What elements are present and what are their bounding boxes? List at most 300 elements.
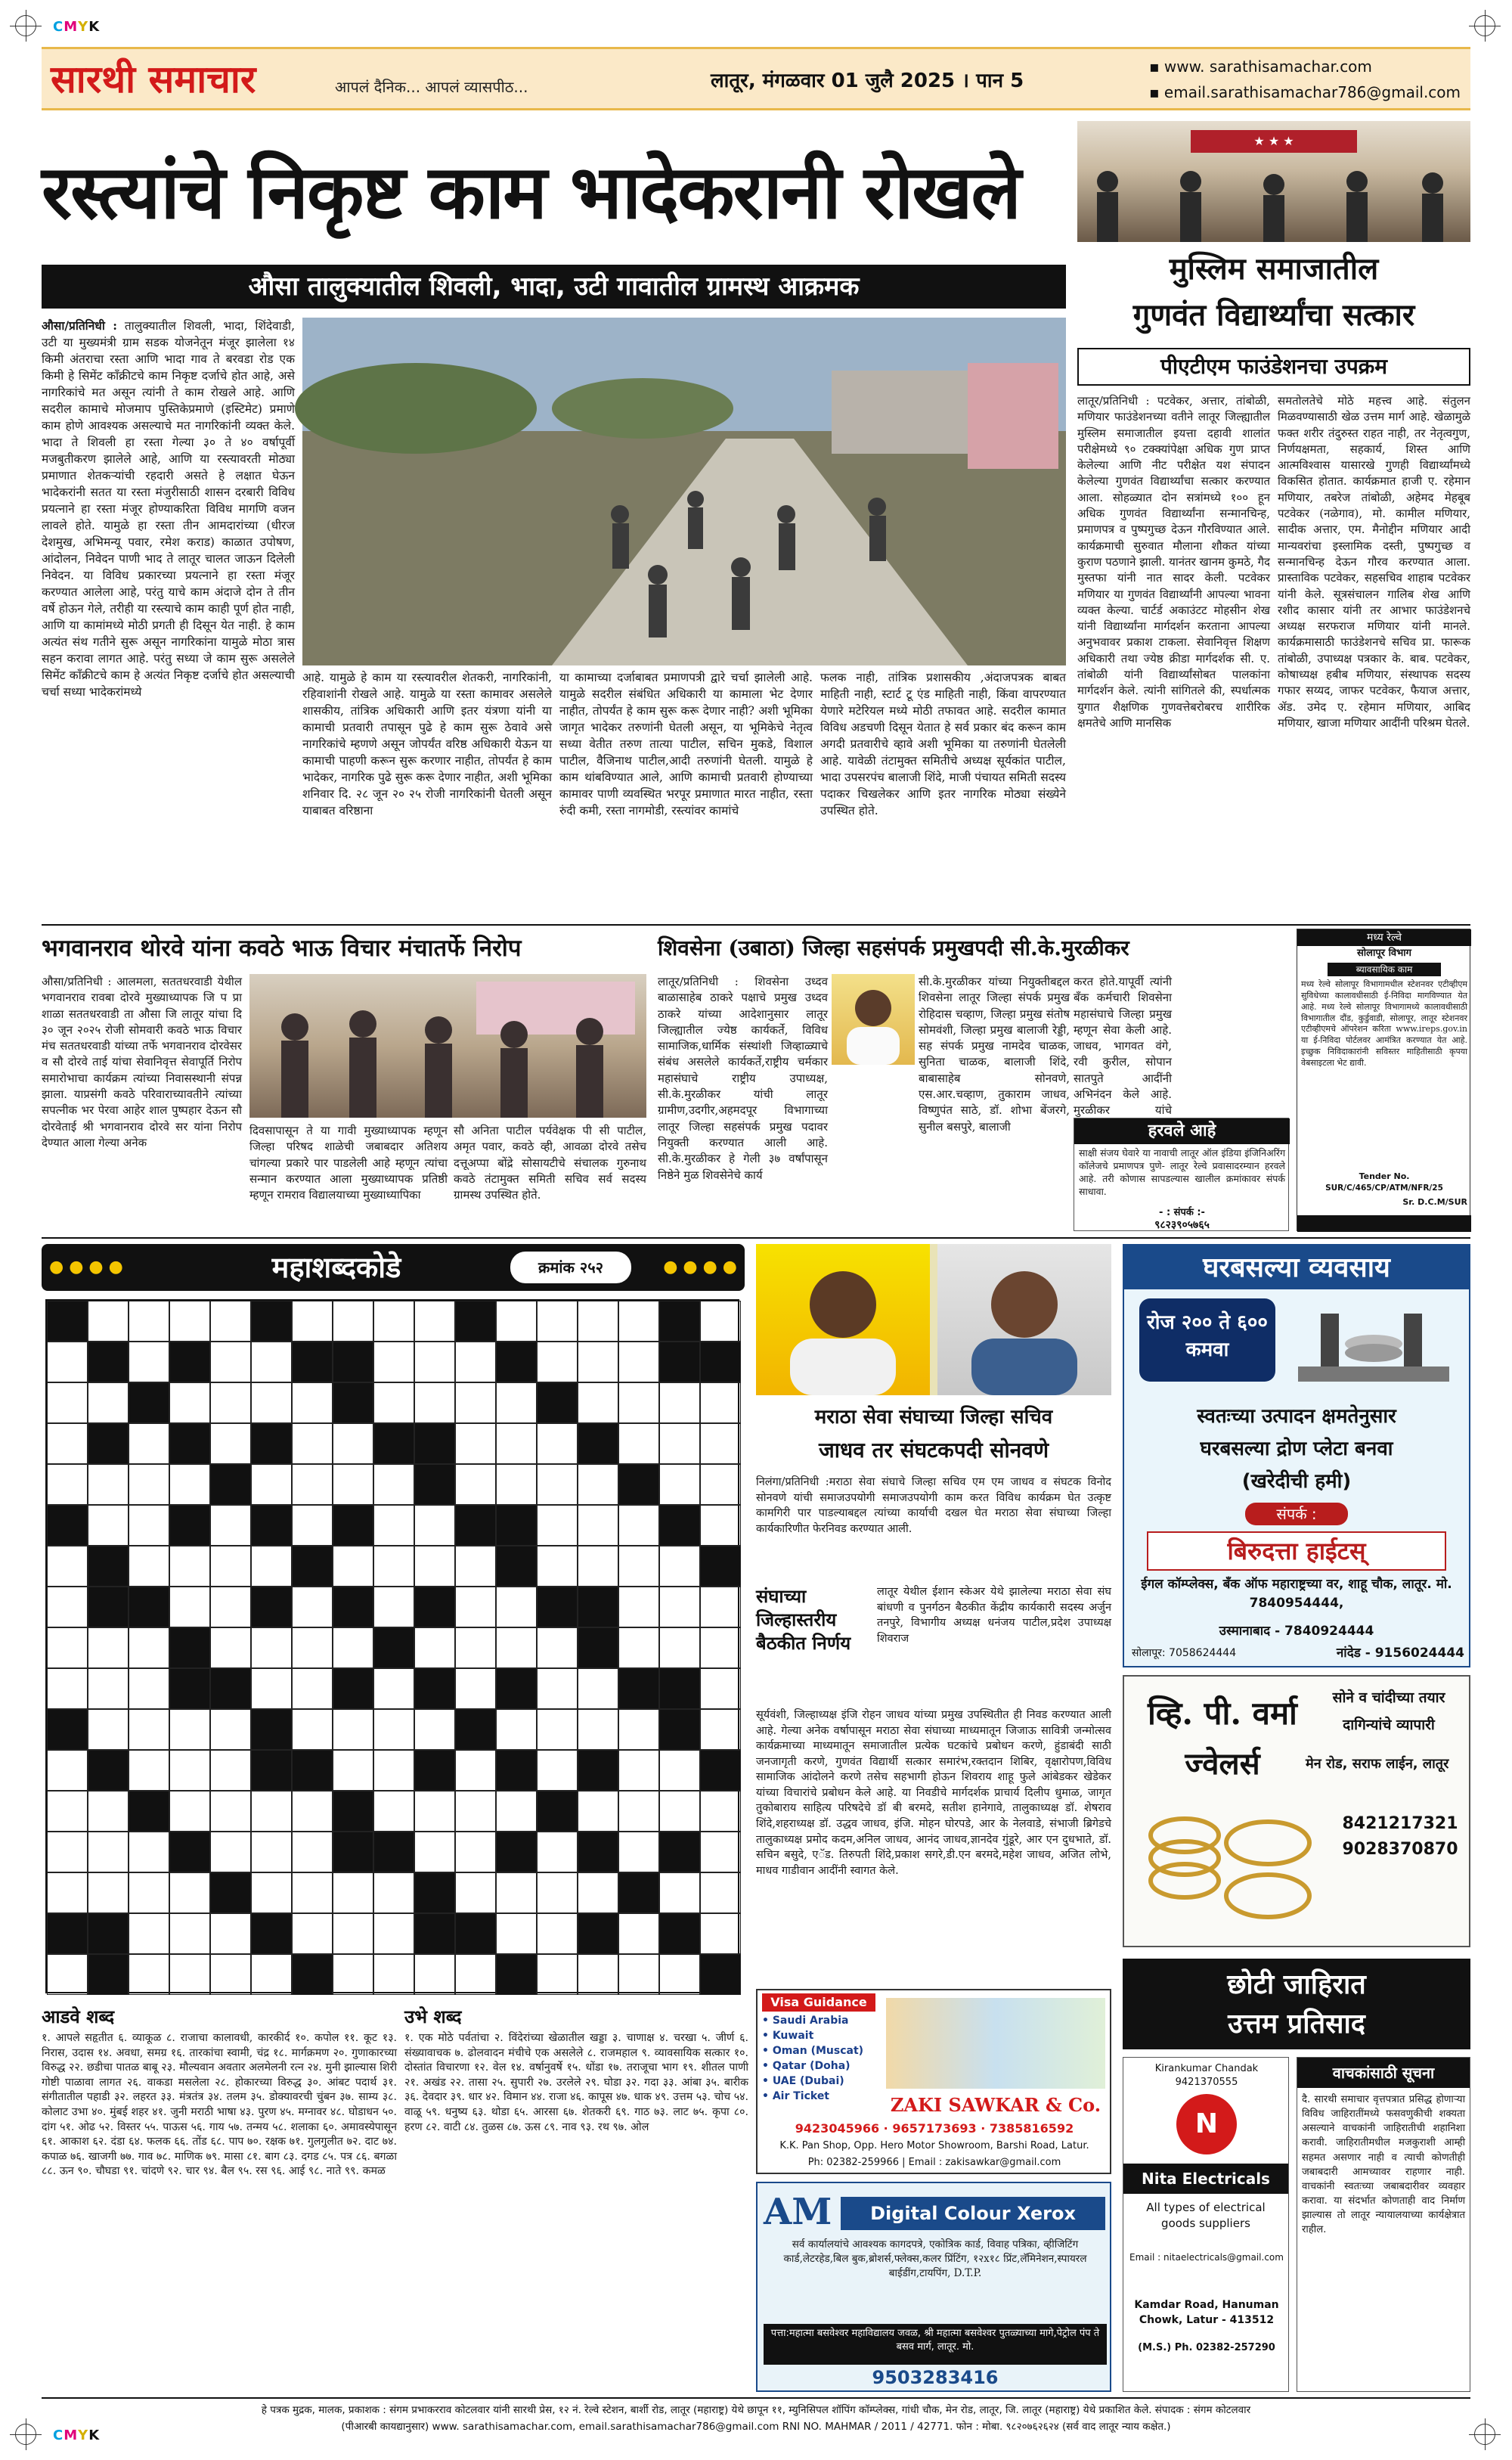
crossword-cell[interactable] [537,1627,578,1668]
lost-notice-phone[interactable]: ९८२३९०५७६५ [1154,1219,1210,1231]
crossword-cell[interactable] [169,1750,210,1791]
crossword-block [333,1587,373,1627]
lead-column-4: फलक नाही, तांत्रिक प्रशासकीय ,अंदाजपत्रक बाबत माहिती नाही, स्टार्ट टू एंड माहिती नाही, किंवा वापरण्यात येणारे मटेरियल मध्ये मोठी तफावत आहे. सदरील कामात विविध अडचणी दिसून येतात हे सर्व प्रकार बंद करून काम अगदी प्रतवारीचे व्हावे अशी भूमिका या तरुणांनी घेतलेली आहे. यावेळी तंटामुक्त समितीचे अध्यक्ष सूर्यकांत पाटील, भादा उपसरपंच बालाजी शिंदे, माजी पंचायत समिती सदस्य पदाकर चिखलेकर आणि इतर नागरिक मोठ्या संख्येने उपस्थित होते. [820,671,1066,817]
crossword-cell[interactable] [210,1832,251,1872]
nita-phone[interactable]: (M.S.) Ph. 02382-257290 [1138,2342,1275,2353]
maratha-headline-1: मराठा सेवा संघाच्या जिल्हा सचिव [814,1406,1053,1429]
crossword-cell[interactable] [169,1709,210,1750]
crossword-cell[interactable] [496,1587,537,1627]
crossword-cell[interactable] [169,1301,210,1342]
crossword-cell[interactable] [537,1832,578,1872]
crossword-cell[interactable] [373,1954,414,1995]
crossword-cell[interactable] [537,1954,578,1995]
bhagwanrao-column-3: सौ अनिता पाटील पर्यवेक्षक पी सी पाटील, अमृत पवार, कवठे व्ही, आवळा दोरवे तसेच दत्तूअप्पा बोंद्रे सोसायटीचे संचालक गुरुनाथ कवठे तंटामुक्त समिती सचिव सर्व सदस्य ग्रामस्थ उपस्थित होते. [454,1124,646,1202]
crossword-cell[interactable] [47,1832,88,1872]
crossword-cell[interactable] [47,1627,88,1668]
crossword-cell[interactable] [578,1546,618,1587]
crossword-block [251,1301,292,1342]
crossword-cell[interactable] [333,1301,373,1342]
crossword-cell[interactable] [333,1913,373,1954]
crossword-cell[interactable] [700,1668,741,1709]
crossword-cell[interactable] [414,1627,455,1668]
crossword-number: क्रमांक २५२ [510,1252,631,1283]
crossword-cell[interactable] [496,1301,537,1342]
crossword-cell[interactable] [537,1913,578,1954]
crossword-cell[interactable] [700,1423,741,1464]
crossword-cell[interactable] [210,1423,251,1464]
crossword-cell[interactable] [537,1423,578,1464]
crossword-cell[interactable] [700,1872,741,1913]
crossword-cell[interactable] [169,1382,210,1423]
crossword-cell[interactable] [88,1872,129,1913]
crossword-cell[interactable] [373,1505,414,1546]
crossword-block [47,1505,88,1546]
crossword-cell[interactable] [659,1423,700,1464]
crossword-block [700,1750,741,1791]
muslim-column-1: लातूर/प्रतिनिधी : पटवेकर, अत्तार, तांबोळी, मणियार फाउंडेशनच्या वतीने लातूर जिल्ह्यातील मुस्लिम समाजातील इयत्ता दहावी शालांत परीक्षेमध्ये ९० टक्क्यांपेक्षा अधिक गुण प्राप्त केलेल्या आणि नीट परीक्षेत यश संपादन केलेल्या गुणवंत विद्यार्थ्यांचा सत्कार करण्यात आला. सोहळ्यात दोन सत्रांमध्ये १०० हून अधिक गुणवंत विद्यार्थ्यांना सन्मानचिन्ह, प्रमाणपत्र व पुष्पगुच्छ देऊन गौरविण्यात आले. कार्यक्रमाची सुरुवात मौलाना शौकत यांच्या कुराण पठणाने झाली. यानंतर खानम कुमठे, गैद मुस्तफा यांनी नात सादर केली. पटवेकर मणियार या गुणवंत विद्यार्थ्यांनी आपल्या भावना व्यक्त केल्या. चार्टर्ड अकाउंटट मोहसीन शेख यांनी विद्यार्थ्यांना मार्गदर्शन करताना आपल्या अनुभवावर प्रकाश टाकला. सेवानिवृत्त शिक्षण अधिकारी तथा ज्येष्ठ क्रीडा मार्गदर्शक सी. ए. तांबोळी यांनी विद्यार्थ्यांसोबत पालकांना मार्गदर्शन केले. त्यांनी सांगितले की, स्पर्धात्मक युगात शैक्षणिक गुणवत्तेबरोबरच शारीरिक क्षमतेचे आणि मानसिक [1077,394,1270,730]
visa-phones[interactable]: 9423045966 · 9657173693 · 7385816592 [795,2121,1074,2136]
crossword-cell[interactable] [129,1301,169,1342]
crossword-cell[interactable] [496,1872,537,1913]
crossword-cell[interactable] [292,1709,333,1750]
crossword-cell[interactable] [700,1301,741,1342]
crossword-cell[interactable] [88,1382,129,1423]
crossword-cell[interactable] [537,1668,578,1709]
nita-email[interactable]: Email : nitaelectricals@gmail.com [1129,2252,1284,2263]
crossword-cell[interactable] [292,1505,333,1546]
crossword-cell[interactable] [88,1627,129,1668]
crossword-cell[interactable] [129,1709,169,1750]
crossword-cell[interactable] [496,1913,537,1954]
crossword-cell[interactable] [292,1832,333,1872]
registration-mark [1474,2424,1495,2445]
crossword-block [578,1913,618,1954]
crossword-cell[interactable] [700,1709,741,1750]
crossword-cell[interactable] [373,1913,414,1954]
crossword-cell[interactable] [414,1382,455,1423]
crossword-cell[interactable] [210,1382,251,1423]
crossword-cell[interactable] [210,1750,251,1791]
crossword-cell[interactable] [414,1954,455,1995]
crossword-block [292,1750,333,1791]
crossword-cell[interactable] [169,1546,210,1587]
crossword-block [659,1505,700,1546]
crossword-cell[interactable] [496,1627,537,1668]
crossword-cell[interactable] [373,1791,414,1832]
crossword-cell[interactable] [700,1791,741,1832]
brand-name: सारथी समाचार [51,57,256,101]
crossword-cell[interactable] [618,1627,659,1668]
crossword-cell[interactable] [496,1382,537,1423]
railway-tender-label: Tender No. [1359,1171,1410,1181]
railway-division: सोलापूर विभाग [1357,948,1411,959]
crossword-cell[interactable] [88,1791,129,1832]
crossword-cell[interactable] [292,1872,333,1913]
crossword-cell[interactable] [700,1832,741,1872]
crossword-cell[interactable] [373,1464,414,1505]
crossword-cell[interactable] [618,1546,659,1587]
crossword-cell[interactable] [578,1709,618,1750]
crossword-cell[interactable] [659,1627,700,1668]
crossword-cell[interactable] [455,1791,496,1832]
crossword-cell[interactable] [373,1301,414,1342]
crossword-cell[interactable] [578,1791,618,1832]
home-business-ad [1123,1244,1470,1667]
crossword-block [251,1750,292,1791]
crossword-block [251,1913,292,1954]
crossword-cell[interactable] [373,1587,414,1627]
crossword-cell[interactable] [373,1382,414,1423]
crossword-cell[interactable] [537,1546,578,1587]
crossword-cell[interactable] [618,1423,659,1464]
murlikar-portrait [832,974,915,1065]
crossword-cell[interactable] [210,1546,251,1587]
crossword-cell[interactable] [292,1301,333,1342]
crossword-block [88,1342,129,1382]
jadhav-portrait [756,1244,930,1395]
jeweller-phone-1[interactable]: 8421217321 [1342,1814,1458,1833]
company-name: बिरुदत्ता हाईटस् [1147,1531,1446,1571]
crossword-cell[interactable] [700,1464,741,1505]
crossword-cell[interactable] [47,1546,88,1587]
crossword-cell[interactable] [659,1750,700,1791]
crossword-cell[interactable] [333,1546,373,1587]
crossword-cell[interactable] [333,1872,373,1913]
lead-byline: औसा/प्रतिनिधी : [42,318,117,333]
crossword-cell[interactable] [618,1750,659,1791]
crossword-cell[interactable] [251,1791,292,1832]
crossword-cell[interactable] [373,1668,414,1709]
crossword-cell[interactable] [169,1587,210,1627]
crossword-cell[interactable] [659,1587,700,1627]
crossword-title: महाशब्दकोडे [271,1250,401,1284]
crossword-cell[interactable] [455,1954,496,1995]
railway-notice-head: ब्यावसायिक काम [1328,963,1441,976]
crossword-cell[interactable] [496,1423,537,1464]
crossword-block [169,1832,210,1872]
crossword-cell[interactable] [578,1505,618,1546]
maratha-headline-2: जाधव तर संघटकपदी सोनवणे [818,1438,1049,1463]
reader-notice-body: दै. सारथी समाचार वृत्तपत्रात प्रसिद्ध होणाऱ्या विविध जाहिरातींमध्ये फसवणुकीची शक्यता असल्याने वाचकांनी जाहिरातीची शहानिशा करावी. जाहिरातीमधील मजकुराशी आम्ही सहमत असणार नाही व त्याची कोणतीही जबाबदारी आमच्यावर राहणार नाही. वाचकांनी स्वतःच्या जबाबदारीवर व्यवहार करावा. या संदर्भात कोणताही वाद निर्माण झाल्यास तो लातूर न्यायालयाच्या कार्यक्षेत्रात राहील. [1302,2094,1465,2236]
crossword-cell[interactable] [169,1913,210,1954]
crossword-cell[interactable] [210,1505,251,1546]
crossword-cell[interactable] [129,1546,169,1587]
crossword-cell[interactable] [47,1954,88,1995]
crossword-cell[interactable] [414,1505,455,1546]
crossword-cell[interactable] [169,1954,210,1995]
crossword-block [251,1587,292,1627]
crossword-cell[interactable] [251,1627,292,1668]
crossword-cell[interactable] [88,1832,129,1872]
crossword-cell[interactable] [659,1464,700,1505]
crossword-block [496,1750,537,1791]
crossword-cell[interactable] [292,1382,333,1423]
road-photo-illustration [302,318,1066,665]
muslim-subhead: पीएटीएम फाउंडेशनचा उपक्रम [1077,348,1470,386]
crossword-cell[interactable] [659,1382,700,1423]
crossword-block [659,1668,700,1709]
crossword-grid[interactable] [45,1299,739,1993]
crossword-block [333,1791,373,1832]
jeweller-phone-2[interactable]: 9028370870 [1342,1840,1458,1859]
crossword-cell[interactable] [537,1872,578,1913]
crossword-cell[interactable] [414,1546,455,1587]
crossword-cell[interactable] [129,1872,169,1913]
crossword-cell[interactable] [251,1382,292,1423]
crossword-cell[interactable] [129,1750,169,1791]
crossword-cell[interactable] [88,1505,129,1546]
crossword-block [496,1505,537,1546]
crossword-cell[interactable] [210,1791,251,1832]
crossword-cell[interactable] [578,1872,618,1913]
crossword-cell[interactable] [292,1464,333,1505]
crossword-cell[interactable] [47,1342,88,1382]
crossword-cell[interactable] [537,1750,578,1791]
crossword-cell[interactable] [333,1627,373,1668]
home-business-line-2: घरबसल्या द्रोण प्लेटा बनवा [1200,1438,1393,1460]
crossword-cell[interactable] [496,1709,537,1750]
crossword-cell[interactable] [333,1954,373,1995]
crossword-block [129,1382,169,1423]
crossword-cell[interactable] [618,1913,659,1954]
crossword-cell[interactable] [618,1587,659,1627]
crossword-cell[interactable] [455,1464,496,1505]
crossword-block [169,1627,210,1668]
crossword-cell[interactable] [373,1342,414,1382]
crossword-cell[interactable] [618,1709,659,1750]
crossword-cell[interactable] [47,1587,88,1627]
crossword-cell[interactable] [373,1709,414,1750]
crossword-block [496,1668,537,1709]
visa-flags [886,1998,1105,2089]
crossword-cell[interactable] [210,1913,251,1954]
railway-notice-body: मध्य रेल्वे सोलापूर विभागामधील स्टेशनवर एटीव्हीएम सुविधेच्या कालावधीसाठी ई-निविदा मागविण्यात येत आहे. मध्य रेल्वे सोलापूर विभागामध्ये कालावधीसाठी विभागातील दौंड, कुर्डुवाडी, सोलापूर, लातूर स्टेशनवर एटीव्हीएमचे ऑपरेशन करिता www.ireps.gov.in या ई-निविदा पोर्टलवर आमंत्रित करण्यात येत आहे. इच्छुक निविदाकारांनी सविस्तर माहितीसाठी कृपया वेबसाइटला भेट द्यावी. [1301,979,1467,1068]
road-inspection-photo [302,318,1066,665]
crossword-cell[interactable] [455,1546,496,1587]
crossword-cell[interactable] [88,1709,129,1750]
crossword-cell[interactable] [455,1832,496,1872]
crossword-cell[interactable] [129,1954,169,1995]
crossword-cell[interactable] [618,1832,659,1872]
osmanabad-phone[interactable]: उस्मानाबाद - 7840924444 [1219,1624,1374,1639]
solapur-phone[interactable]: सोलापूर: 7058624444 [1132,1647,1237,1659]
railway-tender-ad [1297,929,1470,1231]
crossword-cell[interactable] [414,1791,455,1832]
crossword-cell[interactable] [129,1913,169,1954]
crossword-cell[interactable] [537,1342,578,1382]
section-divider [42,924,1470,926]
decorative-dots-left: ● ● ● ● [49,1258,123,1277]
crossword-cell[interactable] [455,1627,496,1668]
crossword-block [700,1342,741,1382]
crossword-cell[interactable] [210,1342,251,1382]
crossword-cell[interactable] [47,1668,88,1709]
crossword-cell[interactable] [414,1342,455,1382]
xerox-phone[interactable]: 9503283416 [872,2367,999,2388]
crossword-cell[interactable] [251,1832,292,1872]
crossword-cell[interactable] [700,1587,741,1627]
crossword-cell[interactable] [578,1668,618,1709]
crossword-block [47,1709,88,1750]
crossword-cell[interactable] [700,1627,741,1668]
sonawane-portrait [937,1244,1111,1395]
crossword-cell[interactable] [251,1342,292,1382]
crossword-block [537,1587,578,1627]
crossword-cell[interactable] [618,1954,659,1995]
crossword-cell[interactable] [251,1954,292,1995]
crossword-cell[interactable] [169,1464,210,1505]
crossword-cell[interactable] [47,1464,88,1505]
crossword-cell[interactable] [537,1709,578,1750]
jeweller-subbrand: ज्वेलर्स [1185,1746,1260,1782]
bhagwanrao-column-2: दिवसापासून ते या गावी मुख्याध्यापक म्हणून जिल्हा परिषद शाळेची जबाबदार अतिशय चांगल्या प्रकारे पार पाडलेली आहे म्हणून त्यांचा सन्मान करण्यात आला मुख्याध्यापक प्रतिष्ठी म्हणून रामराव विद्यालयाच्या मुख्याध्यापिका [249,1124,448,1202]
crossword-cell[interactable] [292,1668,333,1709]
crossword-cell[interactable] [129,1464,169,1505]
crossword-cell[interactable] [333,1709,373,1750]
crossword-cell[interactable] [210,1627,251,1668]
home-business-line-1: स्वतःच्या उत्पादन क्षमतेनुसार [1197,1405,1396,1428]
lead-column-3: या कामाच्या दर्जाबाबत प्रमाणपत्री द्वारे चर्चा झालेली आहे. यामुळे सदरील संबंधित अधिकारी या कामाला भेट देणार नाहीत, तोपर्यंत हे काम सुरू करू देणार नाही? अशी भूमिका जागृत भादेकर तरुणांनी घेतली असून, या भूमिकेचे नेतृत्व सध्या वेतीत तरुण तात्या पाटील, सचिन मुकडे, विशाल पाटील, वैजिनाथ पाटील,आदी तरुणांनी घेतली. यामुळे हे काम थांबविण्यात आले, आणि कामाची प्रतवारी होण्याच्या कामावर पाणी व्यवस्थित भरपूर प्रमाणात मारत नाहीत, रस्ता रुंदी कमी, रस्ता नागमोडी, रस्त्यांवर कामांचे [559,671,813,817]
felicitation-photo [1077,121,1470,242]
crossword-cell[interactable] [578,1382,618,1423]
down-clues-title: उभे शब्द [404,2006,462,2027]
crossword-cell[interactable] [659,1872,700,1913]
crossword-cell[interactable] [251,1546,292,1587]
crossword-block [292,1342,333,1382]
lead-column-1 [42,318,295,699]
crossword-cell[interactable] [129,1505,169,1546]
crossword-cell[interactable] [251,1668,292,1709]
nanded-phone[interactable]: नांदेड - 9156024444 [1336,1646,1464,1661]
crossword-block [414,1668,455,1709]
crossword-block [659,1709,700,1750]
crossword-cell[interactable] [373,1872,414,1913]
nita-address: Kamdar Road, Hanuman Chowk, Latur - 413512 [1134,2299,1279,2326]
crossword-cell[interactable] [129,1832,169,1872]
crossword-cell[interactable] [700,1913,741,1954]
crossword-cell[interactable] [88,1301,129,1342]
crossword-cell[interactable] [47,1423,88,1464]
crossword-cell[interactable] [251,1872,292,1913]
crossword-cell[interactable] [47,1872,88,1913]
crossword-cell[interactable] [251,1464,292,1505]
lead-text-1: तालुक्यातील शिवली, भादा, शिंदेवाडी, उटी या मुख्यमंत्री ग्राम सडक योजनेतून मंजूर झालेला १४ किमी अंतराचा रस्ता आणि भादा गाव ते बरवडा रोड एक किमी हे सिमेंट काँक्रीटचे काम निकृष्ट दर्जाचे होत आहे, असे नागरिकांचे मत असून त्यांनी ते काम रोखले आहे. आणि सदरील कामाचे मोजमाप पुस्तिकेप्रमाणे (इस्टिमेट) प्रमाणे काम होणे आवश्यक असल्याचे मत नागरिकांनी व्यक्त केले. भादा ते शिवली हा रस्ता गेल्या ३० ते ४० वर्षापूर्वी मजबुतीकरण झालेले आहे, आणि या रस्त्यावरती मोठ्या प्रमाणात शेतकऱ्यांची रहदारी असते हे लक्षात घेऊन भादेकरांनी सतत या रस्ता मंजुरीसाठी शासन दरबारी विविध प्रयत्नाने हा रस्ता मंजूर होण्याकरिता विविध मागणि वजन लावले होते. यामुळे हा रस्ता तीन आमदारांच्या (धीरज देशमुख, अभिमन्यू पवार, रमेश कराड) काळात उपोषण, आंदोलन, निवेदन पाणी भाद ते लातूर चालत जाऊन दिलेली निवेदन. या विविध प्रकारच्या प्रयत्नाने हा रस्ता मंजूर करण्यात आलेला आहे, परंतु याचे काम अंदाजे दोन ते तीन वर्षे होऊन गेले, तरीही या रस्त्याचे काम काही पूर्ण होत नाही, आणि या कामांमध्ये मोठी प्रगती ही दिसून येत नाही. हे काम अत्यंत संथ गतीने सुरू असून नागरिकांना यामुळे मोठा त्रास सहन करावा लागत आहे. परंतु सध्या जे काम सुरू असलेले सिमेंट काँक्रीटचे काम हे अत्यंत निकृष्ट दर्जाचे होत असल्याची चर्चा सध्या भादेकरांमध्ये [42,319,295,699]
nita-contact-phone[interactable]: 9421370555 [1175,2077,1238,2088]
crossword-block [618,1464,659,1505]
crossword-cell[interactable] [537,1464,578,1505]
crossword-cell[interactable] [47,1750,88,1791]
crossword-cell[interactable] [129,1342,169,1382]
crossword-cell[interactable] [455,1872,496,1913]
crossword-cell[interactable] [455,1382,496,1423]
crossword-cell[interactable] [578,1464,618,1505]
crossword-block [537,1791,578,1832]
crossword-cell[interactable] [578,1301,618,1342]
crossword-cell[interactable] [414,1709,455,1750]
crossword-cell[interactable] [129,1423,169,1464]
crossword-cell[interactable] [129,1627,169,1668]
crossword-cell[interactable] [373,1546,414,1587]
crossword-banner [42,1244,745,1291]
nita-logo-icon: N [1176,2094,1237,2154]
crossword-cell[interactable] [169,1791,210,1832]
crossword-cell[interactable] [578,1342,618,1382]
crossword-block [455,1301,496,1342]
crossword-cell[interactable] [414,1832,455,1872]
crossword-cell[interactable] [88,1464,129,1505]
crossword-cell[interactable] [618,1301,659,1342]
crossword-block [88,1750,129,1791]
crossword-cell[interactable] [496,1791,537,1832]
crossword-cell[interactable] [455,1342,496,1382]
crossword-cell[interactable] [578,1954,618,1995]
portrait-silhouette [756,1244,930,1395]
crossword-cell[interactable] [455,1750,496,1791]
maratha-side-head: संघाच्या जिल्हास्तरीय बैठकीत निर्णय [756,1585,851,1655]
crossword-cell[interactable] [333,1423,373,1464]
email-link[interactable]: ▪ email.sarathisamachar786@gmail.com [1149,83,1461,101]
crossword-cell[interactable] [169,1872,210,1913]
crossword-block [88,1423,129,1464]
crossword-cell[interactable] [47,1382,88,1423]
crossword-cell[interactable] [618,1791,659,1832]
classified-title-2: उत्तम प्रतिसाद [1228,2008,1365,2040]
muslim-column-2: समतोलतेचे मोठे महत्त्व आहे. संतुलन मिळवण्यासाठी खेळ उत्तम मार्ग आहे. खेळामुळे फक्त शरीर तंदुरुस्त राहत नाही, तर नेतृत्वगुण, निर्णयक्षमता, सहकार्य, शिस्त आणि आत्मविश्वास यासारखे गुणही विद्यार्थ्यांमध्ये विकसित होतात. कार्यक्रमात हाजी ए. रहेमान मणियार, तबरेज तांबोळी, अहेमद मेहबूब पटवेकर (नळेगाव), मो. कामील मणियार, सादीक अत्तार, एम. मैनोद्दीन मणियार आदी मान्यवरांचा इस्लामिक दस्ती, पुष्पगुच्छ व सन्मानचिन्ह देऊन गौरव करण्यात आला. प्रास्ताविक पटवेकर, सहसचिव शाहाब पटवेकर यांनी केले. सूत्रसंचालन गालिब शेख आणि रशीद कासार यांनी तर आभार फाउंडेशनचे अध्यक्ष सरफराज मणियार यांनी मानले. कार्यक्रमासाठी फाउंडेशनचे सचिव प्रा. फारूक तांबोळी, उपाध्यक्ष पत्रकार के. बाब. पटवेकर, कोषाध्यक्ष हबीब मणियार, संस्थापक सदस्य गफार सय्यद, जाफर पटवेकर, फैयाज अत्तार, ॲड. उमेद ए. रहेमान मणियार, आबिद मणियार, खाजा मणियार आदींनी परिश्रम घेतले. [1278,394,1470,730]
crossword-cell[interactable] [700,1505,741,1546]
crossword-block [414,1750,455,1791]
crossword-cell[interactable] [292,1587,333,1627]
crossword-cell[interactable] [659,1954,700,1995]
crossword-cell[interactable] [333,1464,373,1505]
crossword-cell[interactable] [292,1791,333,1832]
crossword-cell[interactable] [292,1423,333,1464]
crossword-cell[interactable] [537,1505,578,1546]
crossword-cell[interactable] [659,1791,700,1832]
crossword-block [659,1301,700,1342]
lead-headline: रस्त्यांचे निकृष्ट काम भादेकरानी रोखले [42,149,1020,236]
crossword-cell[interactable] [88,1668,129,1709]
crossword-cell[interactable] [618,1505,659,1546]
crossword-cell[interactable] [537,1301,578,1342]
crossword-cell[interactable] [700,1382,741,1423]
crossword-cell[interactable] [292,1913,333,1954]
crossword-cell[interactable] [496,1464,537,1505]
crossword-cell[interactable] [414,1301,455,1342]
crossword-cell[interactable] [455,1668,496,1709]
crossword-cell[interactable] [210,1301,251,1342]
visa-title: Visa Guidance [762,1993,875,2012]
crossword-cell[interactable] [210,1587,251,1627]
website-link[interactable]: ▪ www. sarathisamachar.com [1149,57,1372,76]
crossword-cell[interactable] [659,1546,700,1587]
maratha-photos [756,1244,1111,1395]
crossword-block [210,1872,251,1913]
crossword-cell[interactable] [210,1709,251,1750]
crossword-cell[interactable] [455,1587,496,1627]
crossword-cell[interactable] [455,1423,496,1464]
company-address: ईगल कॉम्प्लेक्स, बँक ऑफ महाराष्ट्रच्या वर, शाहू चौक, लातूर. मो. 7840954444, [1141,1577,1452,1611]
xerox-address: पत्ता:महात्मा बसवेश्वर महाविद्यालय जवळ, श्री महात्मा बसवेश्वर पुतळ्याच्या मागे,पेट्रोल पंप ते बसव मार्ग, लातूर. मो. [764,2324,1107,2365]
crossword-cell[interactable] [373,1750,414,1791]
crossword-cell[interactable] [47,1791,88,1832]
crossword-cell[interactable] [618,1342,659,1382]
crossword-cell[interactable] [618,1382,659,1423]
crossword-block [129,1587,169,1627]
crossword-cell[interactable] [333,1750,373,1791]
crossword-cell[interactable] [210,1954,251,1995]
crossword-cell[interactable] [292,1627,333,1668]
crossword-cell[interactable] [129,1668,169,1709]
